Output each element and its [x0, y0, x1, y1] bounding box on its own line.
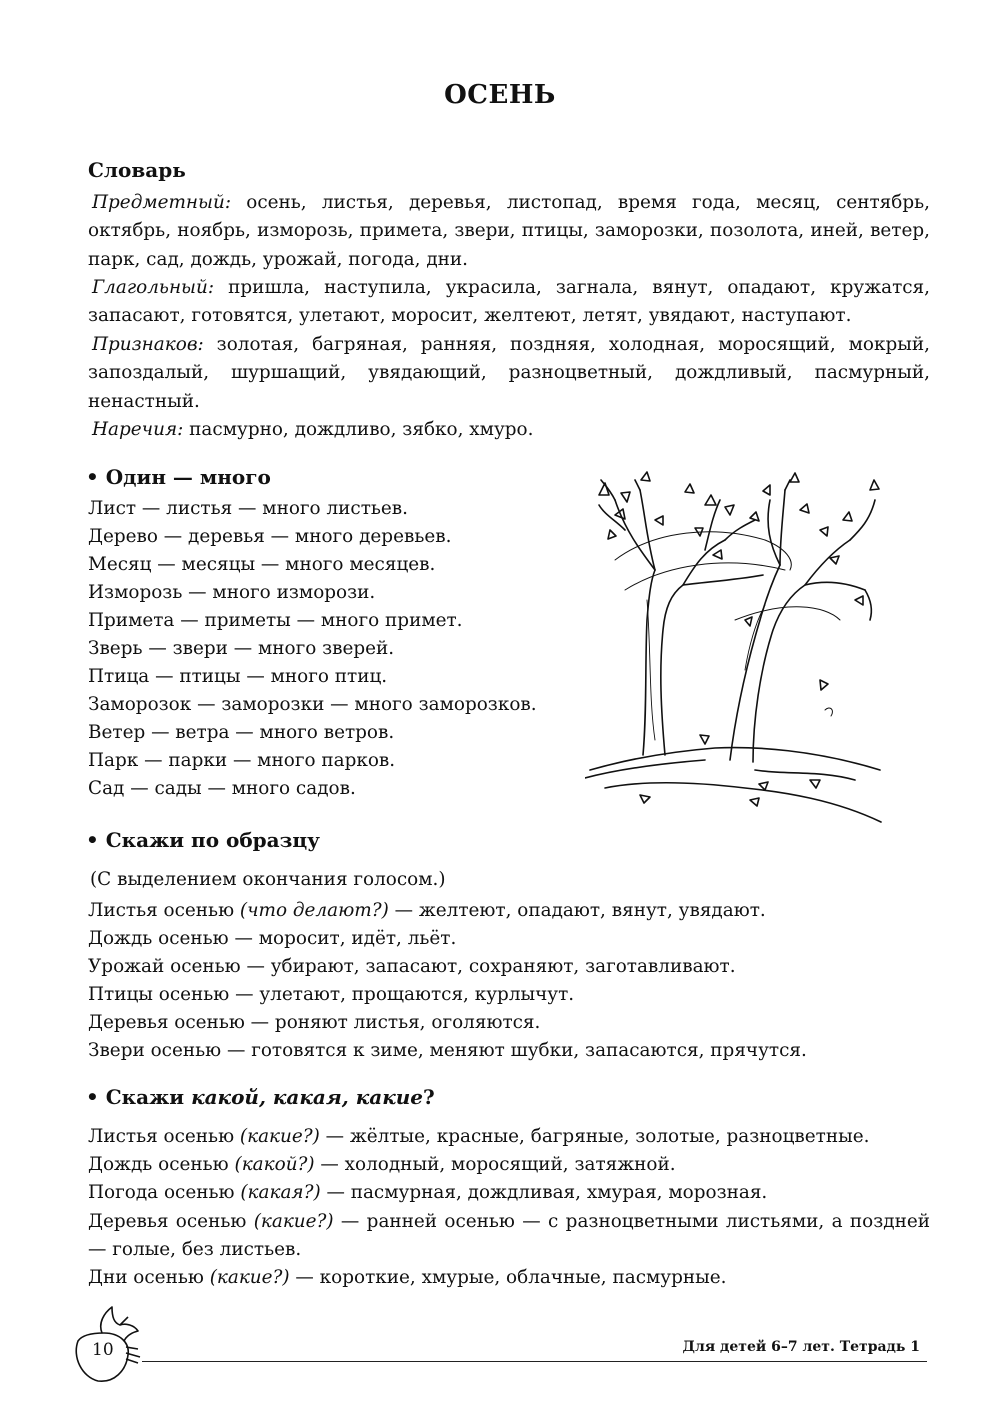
one-many-list	[88, 495, 537, 803]
footer-divider	[142, 1361, 927, 1362]
phrase: — короткие, хмурые, облачные, пасмурные.	[289, 1267, 727, 1289]
page-number: 10	[92, 1340, 114, 1360]
list-item	[88, 1123, 930, 1151]
heading-italic: какой, какая, какие	[191, 1085, 424, 1109]
phrase: Деревья осенью	[88, 1210, 254, 1232]
list-item: Птицы осенью — улетают, прощаются, курлычут.	[88, 984, 575, 1005]
question: (какой?)	[234, 1154, 315, 1176]
vocab-text: пришла, наступила, украсила, загнала, вянут, опадают, кружатся, запасают, готовятся, улетают, моросит, желтеют, летят, увядают, наступают.	[88, 277, 930, 327]
vocab-text: пасмурно, дождливо, зябко, хмуро.	[183, 419, 534, 440]
list-item: Дерево — деревья — много деревьев.	[88, 526, 452, 547]
sample-heading: • Скажи по образцу	[86, 828, 320, 852]
question: (какие?)	[209, 1267, 290, 1289]
list-item	[88, 1179, 930, 1207]
list-item: Заморозок — заморозки — много заморозков.	[88, 694, 537, 715]
one-many-heading: • Один — много	[86, 465, 271, 489]
list-item	[88, 1264, 930, 1292]
list-item: Ветер — ветра — много ветров.	[88, 722, 395, 743]
list-item: Урожай осенью — убирают, запасают, сохраняют, заготавливают.	[88, 956, 736, 977]
phrase: — желтеют, опадают, вянут, увядают.	[388, 900, 766, 921]
list-item: Звери осенью — готовятся к зиме, меняют шубки, запасаются, прячутся.	[88, 1040, 807, 1061]
phrase: — жёлтые, красные, багряные, золотые, разноцветные.	[319, 1126, 870, 1147]
vocab-text: осень, листья, деревья, листопад, время года, месяц, сентябрь, октябрь, ноябрь, изморозь, примета, звери, птицы, заморозки, позолота, иней, ветер, парк, сад, дождь, урожай, погода, дни.	[88, 192, 930, 270]
vocab-label: Наречия:	[92, 419, 184, 440]
list-item	[88, 897, 938, 925]
autumn-trees-illustration	[585, 470, 885, 825]
sample-note: (С выделением окончания голосом.)	[90, 869, 446, 890]
list-item	[88, 1151, 930, 1179]
vocab-paragraph-subject	[88, 189, 930, 274]
vocab-heading: Словарь	[88, 158, 186, 182]
question: (что делают?)	[239, 900, 389, 921]
list-item: Примета — приметы — много примет.	[88, 610, 463, 631]
question: (какие?)	[239, 1126, 320, 1147]
vocab-label: Глагольный:	[92, 277, 215, 298]
page-title: ОСЕНЬ	[444, 80, 556, 110]
list-item: Зверь — звери — много зверей.	[88, 638, 395, 659]
phrase: — пасмурная, дождливая, хмурая, морозная.	[320, 1182, 768, 1204]
sample-list	[88, 897, 938, 1065]
which-list	[88, 1123, 930, 1292]
list-item: Деревья осенью — роняют листья, оголяются.	[88, 1012, 541, 1033]
which-heading	[86, 1085, 435, 1109]
list-item: Лист — листья — много листьев.	[88, 498, 408, 519]
list-item: Птица — птицы — много птиц.	[88, 666, 388, 687]
vocab-label: Предметный:	[92, 192, 232, 213]
vocab-text: золотая, багряная, ранняя, поздняя, холодная, моросящий, мокрый, запоздалый, шуршащий, увядающий, разноцветный, дождливый, пасмурный, ненастный.	[88, 334, 930, 412]
phrase: Дни осенью	[88, 1267, 210, 1289]
question: (какая?)	[240, 1182, 321, 1204]
list-item: Сад — сады — много садов.	[88, 778, 356, 799]
list-item: Парк — парки — много парков.	[88, 750, 396, 771]
phrase: Дождь осенью	[88, 1154, 235, 1176]
list-item	[88, 1208, 930, 1264]
footer-caption: Для детей 6–7 лет. Тетрадь 1	[682, 1339, 920, 1355]
phrase: Листья осенью	[88, 1126, 240, 1147]
list-item: Месяц — месяцы — много месяцев.	[88, 554, 436, 575]
heading-text: ?	[423, 1085, 435, 1109]
phrase: — холодный, моросящий, затяжной.	[314, 1154, 676, 1176]
list-item: Дождь осенью — моросит, идёт, льёт.	[88, 928, 457, 949]
heading-text: • Скажи	[86, 1085, 192, 1109]
vocab-label: Признаков:	[92, 334, 204, 355]
list-item: Изморозь — много изморози.	[88, 582, 376, 603]
phrase: Листья осенью	[88, 900, 240, 921]
vocab-paragraph-adverbs	[88, 416, 930, 444]
question: (какие?)	[253, 1210, 334, 1232]
vocab-paragraph-attributes	[88, 331, 930, 416]
vocab-paragraph-verbs	[88, 274, 930, 331]
phrase: Погода осенью	[88, 1182, 241, 1204]
phrase: — ранней осенью — с разноцветными листьями, а поздней — голые, без листьев.	[88, 1210, 931, 1260]
